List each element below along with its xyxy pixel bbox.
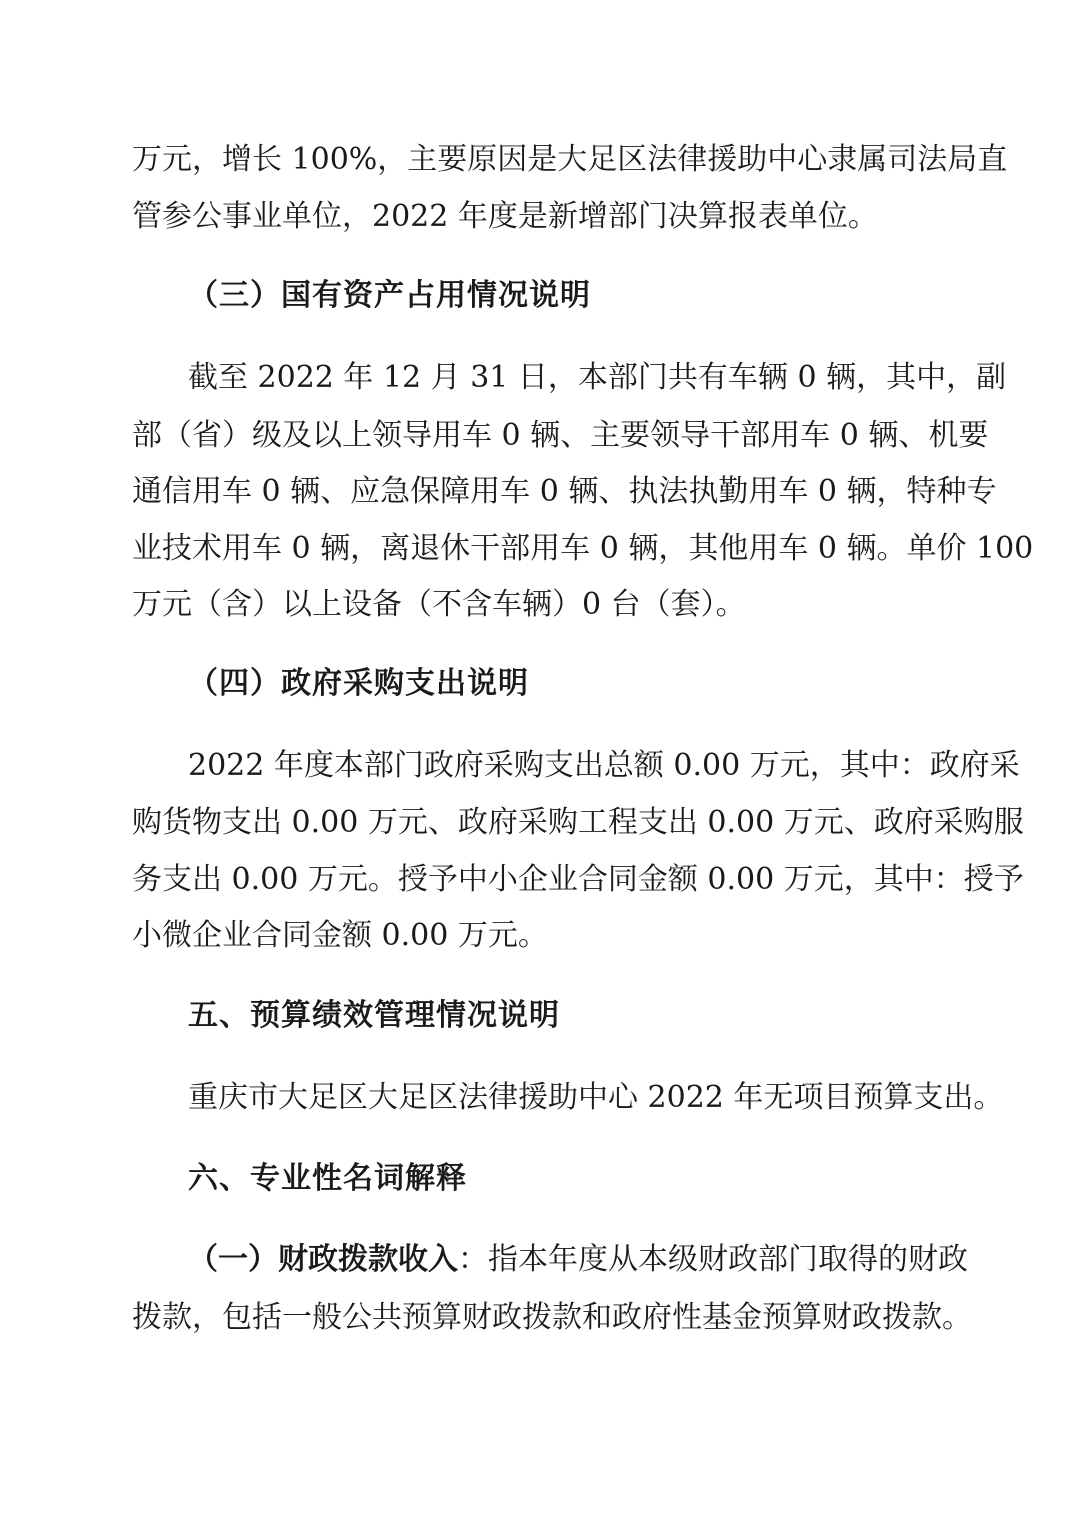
paragraph-line: 务支出 0.00 万元。授予中小企业合同金额 0.00 万元，其中：授予 (132, 862, 1024, 897)
paragraph-line: 小微企业合同金额 0.00 万元。 (132, 918, 548, 953)
section-heading-performance: 五、预算绩效管理情况说明 (188, 998, 560, 1033)
paragraph-line: 2022 年度本部门政府采购支出总额 0.00 万元，其中：政府采 (188, 748, 1020, 783)
paragraph-line: 购货物支出 0.00 万元、政府采购工程支出 0.00 万元、政府采购服 (132, 805, 1024, 840)
term-definition: ：指本年度从本级财政部门取得的财政 (458, 1242, 968, 1277)
section-heading-procurement: （四）政府采购支出说明 (188, 666, 529, 701)
section-heading-terms: 六、专业性名词解释 (188, 1161, 467, 1196)
paragraph-line: 万元，增长 100%，主要原因是大足区法律援助中心隶属司法局直 (132, 142, 1008, 177)
paragraph-line: 通信用车 0 辆、应急保障用车 0 辆、执法执勤用车 0 辆，特种专 (132, 474, 997, 509)
paragraph-line: 管参公事业单位，2022 年度是新增部门决算报表单位。 (132, 199, 878, 234)
section-heading-assets: （三）国有资产占用情况说明 (188, 278, 591, 313)
paragraph-line: 拨款，包括一般公共预算财政拨款和政府性基金预算财政拨款。 (132, 1300, 972, 1335)
paragraph-line: 业技术用车 0 辆，离退休干部用车 0 辆，其他用车 0 辆。单价 100 (132, 531, 1034, 566)
paragraph-line: 部（省）级及以上领导用车 0 辆、主要领导干部用车 0 辆、机要 (132, 418, 989, 453)
paragraph-line: 万元（含）以上设备（不含车辆）0 台（套）。 (132, 587, 746, 622)
term-label: （一）财政拨款收入 (188, 1242, 458, 1277)
paragraph-line: 重庆市大足区大足区法律援助中心 2022 年无项目预算支出。 (188, 1080, 1004, 1115)
paragraph-line: 截至 2022 年 12 月 31 日，本部门共有车辆 0 辆，其中，副 (188, 360, 1007, 395)
term-definition-line (188, 1240, 968, 1280)
